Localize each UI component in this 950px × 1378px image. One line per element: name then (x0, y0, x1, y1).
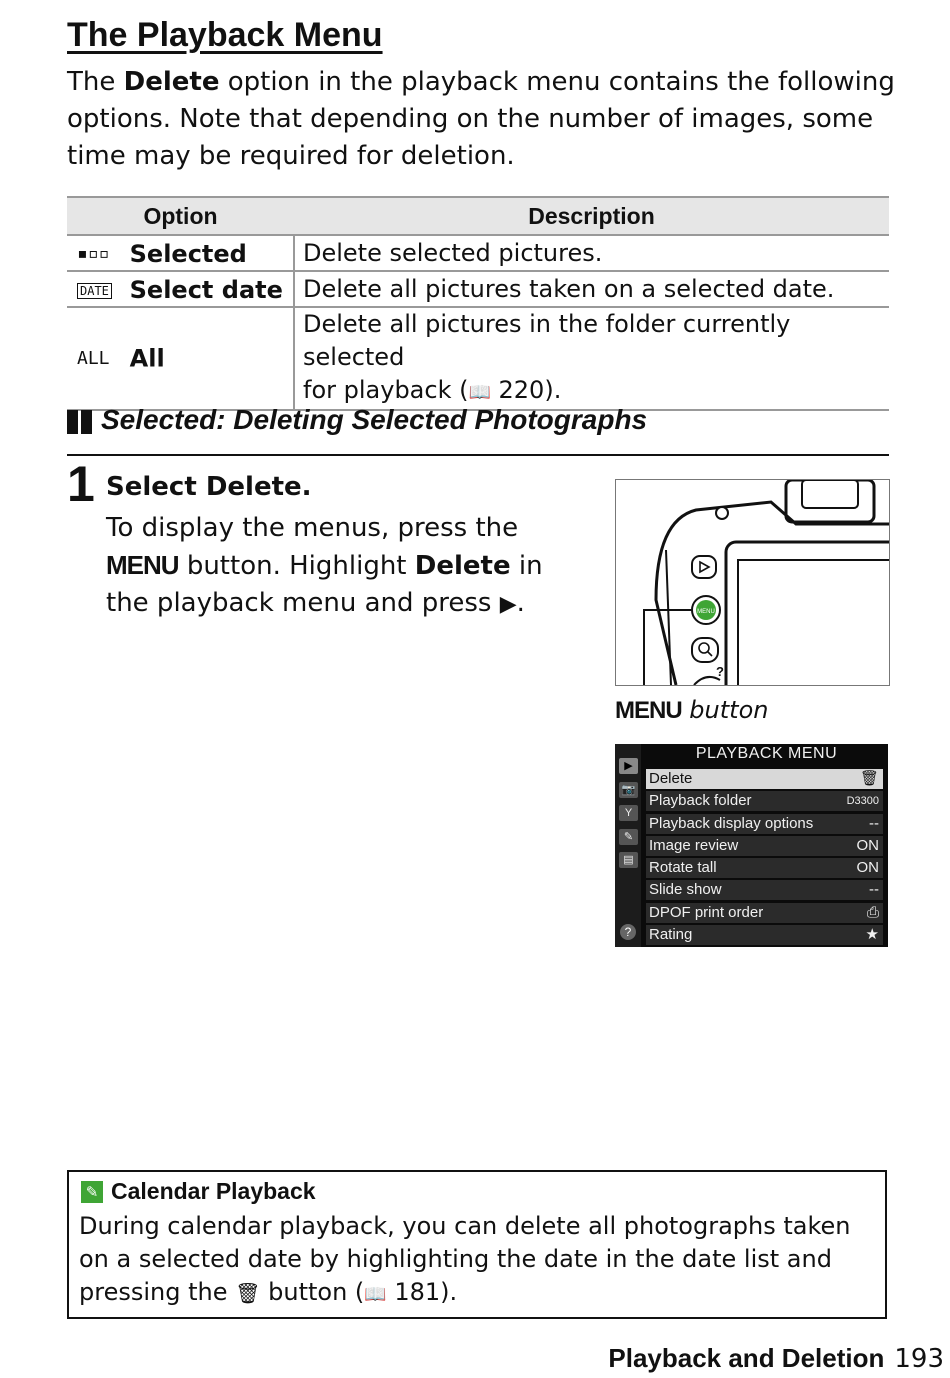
tip-box (67, 1170, 887, 1319)
date-icon (77, 279, 122, 300)
step-text: . (516, 588, 525, 618)
menu-item-playback-display-options[interactable] (646, 814, 883, 834)
menu-item-label: DPOF print order (649, 903, 764, 921)
step-heading-pre: Select (106, 472, 206, 502)
footer-section-title: Playback and Deletion (608, 1343, 885, 1373)
description-cell: Delete selected pictures. (294, 235, 889, 271)
caption-text: button (681, 696, 769, 724)
menu-button-label: MENU (697, 609, 715, 615)
camera-caption (615, 696, 768, 725)
menu-item-label: Image review (649, 836, 739, 854)
step-text: button. Highlight (178, 551, 415, 581)
book-reference-icon: 📖 (468, 382, 491, 403)
menu-item-rating[interactable] (646, 925, 883, 945)
step-heading (106, 472, 312, 502)
intro-text-bold: Delete (123, 67, 220, 97)
menu-button-glyph: MENU (615, 697, 682, 724)
selected-icon: ▪▫▫ (77, 243, 110, 264)
right-arrow-icon: ▶ (499, 592, 517, 617)
menu-sidebar (615, 744, 641, 947)
trash-icon: 🗑 (235, 1281, 261, 1305)
playback-menu-screenshot (615, 744, 888, 947)
options-table (67, 196, 889, 411)
tip-text (79, 1210, 879, 1311)
description-cell: Delete all pictures taken on a selected date. (294, 271, 889, 307)
camera-back-illustration (615, 479, 890, 686)
all-icon: ALL (77, 348, 110, 370)
playback-tab-icon[interactable]: ▶ (619, 758, 638, 774)
menu-item-rotate-tall[interactable] (646, 858, 883, 878)
intro-text-post: option in the playback menu contains the following options. Note that depending on the number of images, some time may be required for deletion. (67, 67, 895, 171)
menu-button-glyph: MENU (106, 550, 179, 580)
print-icon: ⎙ (866, 903, 879, 921)
menu-item-value: -- (869, 881, 879, 899)
option-cell (67, 271, 294, 307)
tip-pencil-icon: ✎ (81, 1181, 103, 1203)
option-name: Selected (129, 239, 247, 268)
description-line: Delete all pictures in the folder currently selected (303, 310, 791, 371)
star-icon: ★ (865, 926, 879, 944)
trash-icon: 🗑 (859, 770, 879, 787)
setup-tab-icon[interactable]: Y (619, 805, 638, 821)
step-text: in the playback menu and press (106, 551, 543, 618)
menu-item-dpof-print-order[interactable] (646, 903, 883, 923)
section-title: Selected: Deleting Selected Photographs (101, 404, 648, 435)
intro-paragraph (67, 64, 897, 175)
menu-item-label: Delete (649, 770, 693, 787)
option-name: All (129, 344, 165, 373)
menu-item-value: -- (869, 814, 879, 832)
column-header-option: Option (67, 197, 294, 235)
intro-text-pre: The (67, 67, 124, 97)
shooting-tab-icon[interactable]: 📷 (619, 782, 638, 798)
step-heading-bold: Delete. (205, 472, 312, 502)
page-reference[interactable]: 181). (386, 1278, 458, 1306)
playback-menu-list (646, 769, 883, 947)
tip-text-pre: During calendar playback, you can delete all photographs taken on a selected date by highlighting the date in the date list and pressing the (79, 1212, 851, 1306)
book-reference-icon: 📖 (364, 1284, 387, 1305)
svg-text:?: ? (716, 664, 724, 679)
option-name: Select date (129, 275, 283, 304)
page-reference[interactable]: 220). (490, 376, 562, 404)
section-bars-icon (67, 410, 95, 438)
menu-item-image-review[interactable] (646, 836, 883, 856)
table-row (67, 307, 889, 410)
section-heading (67, 404, 889, 456)
description-line: for playback ( (303, 376, 469, 404)
playback-menu-title: PLAYBACK MENU (695, 745, 838, 762)
date-icon-label: DATE (77, 283, 112, 299)
menu-item-value: ON (856, 859, 879, 877)
option-cell (67, 307, 294, 410)
page-title: The Playback Menu (67, 16, 383, 54)
step-text: To display the menus, press the (106, 513, 519, 543)
menu-item-label: Rating (649, 926, 693, 944)
camera-drawing (616, 480, 889, 685)
menu-item-label: Playback folder (649, 792, 752, 810)
page-footer (608, 1343, 944, 1374)
recent-settings-tab-icon[interactable]: ▤ (619, 852, 638, 868)
tip-title: Calendar Playback (111, 1178, 316, 1204)
table-header-row (67, 197, 889, 235)
description-cell (294, 307, 889, 410)
step-body (106, 510, 586, 623)
column-header-description: Description (294, 197, 889, 235)
menu-item-label: Playback display options (649, 814, 814, 832)
page-number: 193 (894, 1344, 944, 1374)
tip-text-mid: button ( (260, 1278, 365, 1306)
menu-item-label: Slide show (649, 881, 722, 899)
menu-item-value: ON (856, 836, 879, 854)
menu-item-value: D3300 (846, 795, 879, 808)
help-icon[interactable]: ? (620, 924, 636, 940)
menu-item-delete[interactable] (646, 769, 883, 789)
menu-item-label: Rotate tall (649, 859, 717, 877)
option-cell (67, 235, 294, 271)
table-row (67, 235, 889, 271)
step-text-bold: Delete (414, 551, 511, 581)
menu-item-slide-show[interactable] (646, 880, 883, 900)
table-row (67, 271, 889, 307)
retouch-tab-icon[interactable]: ✎ (619, 829, 638, 845)
menu-item-playback-folder[interactable] (646, 791, 883, 811)
step-number: 1 (67, 456, 95, 512)
